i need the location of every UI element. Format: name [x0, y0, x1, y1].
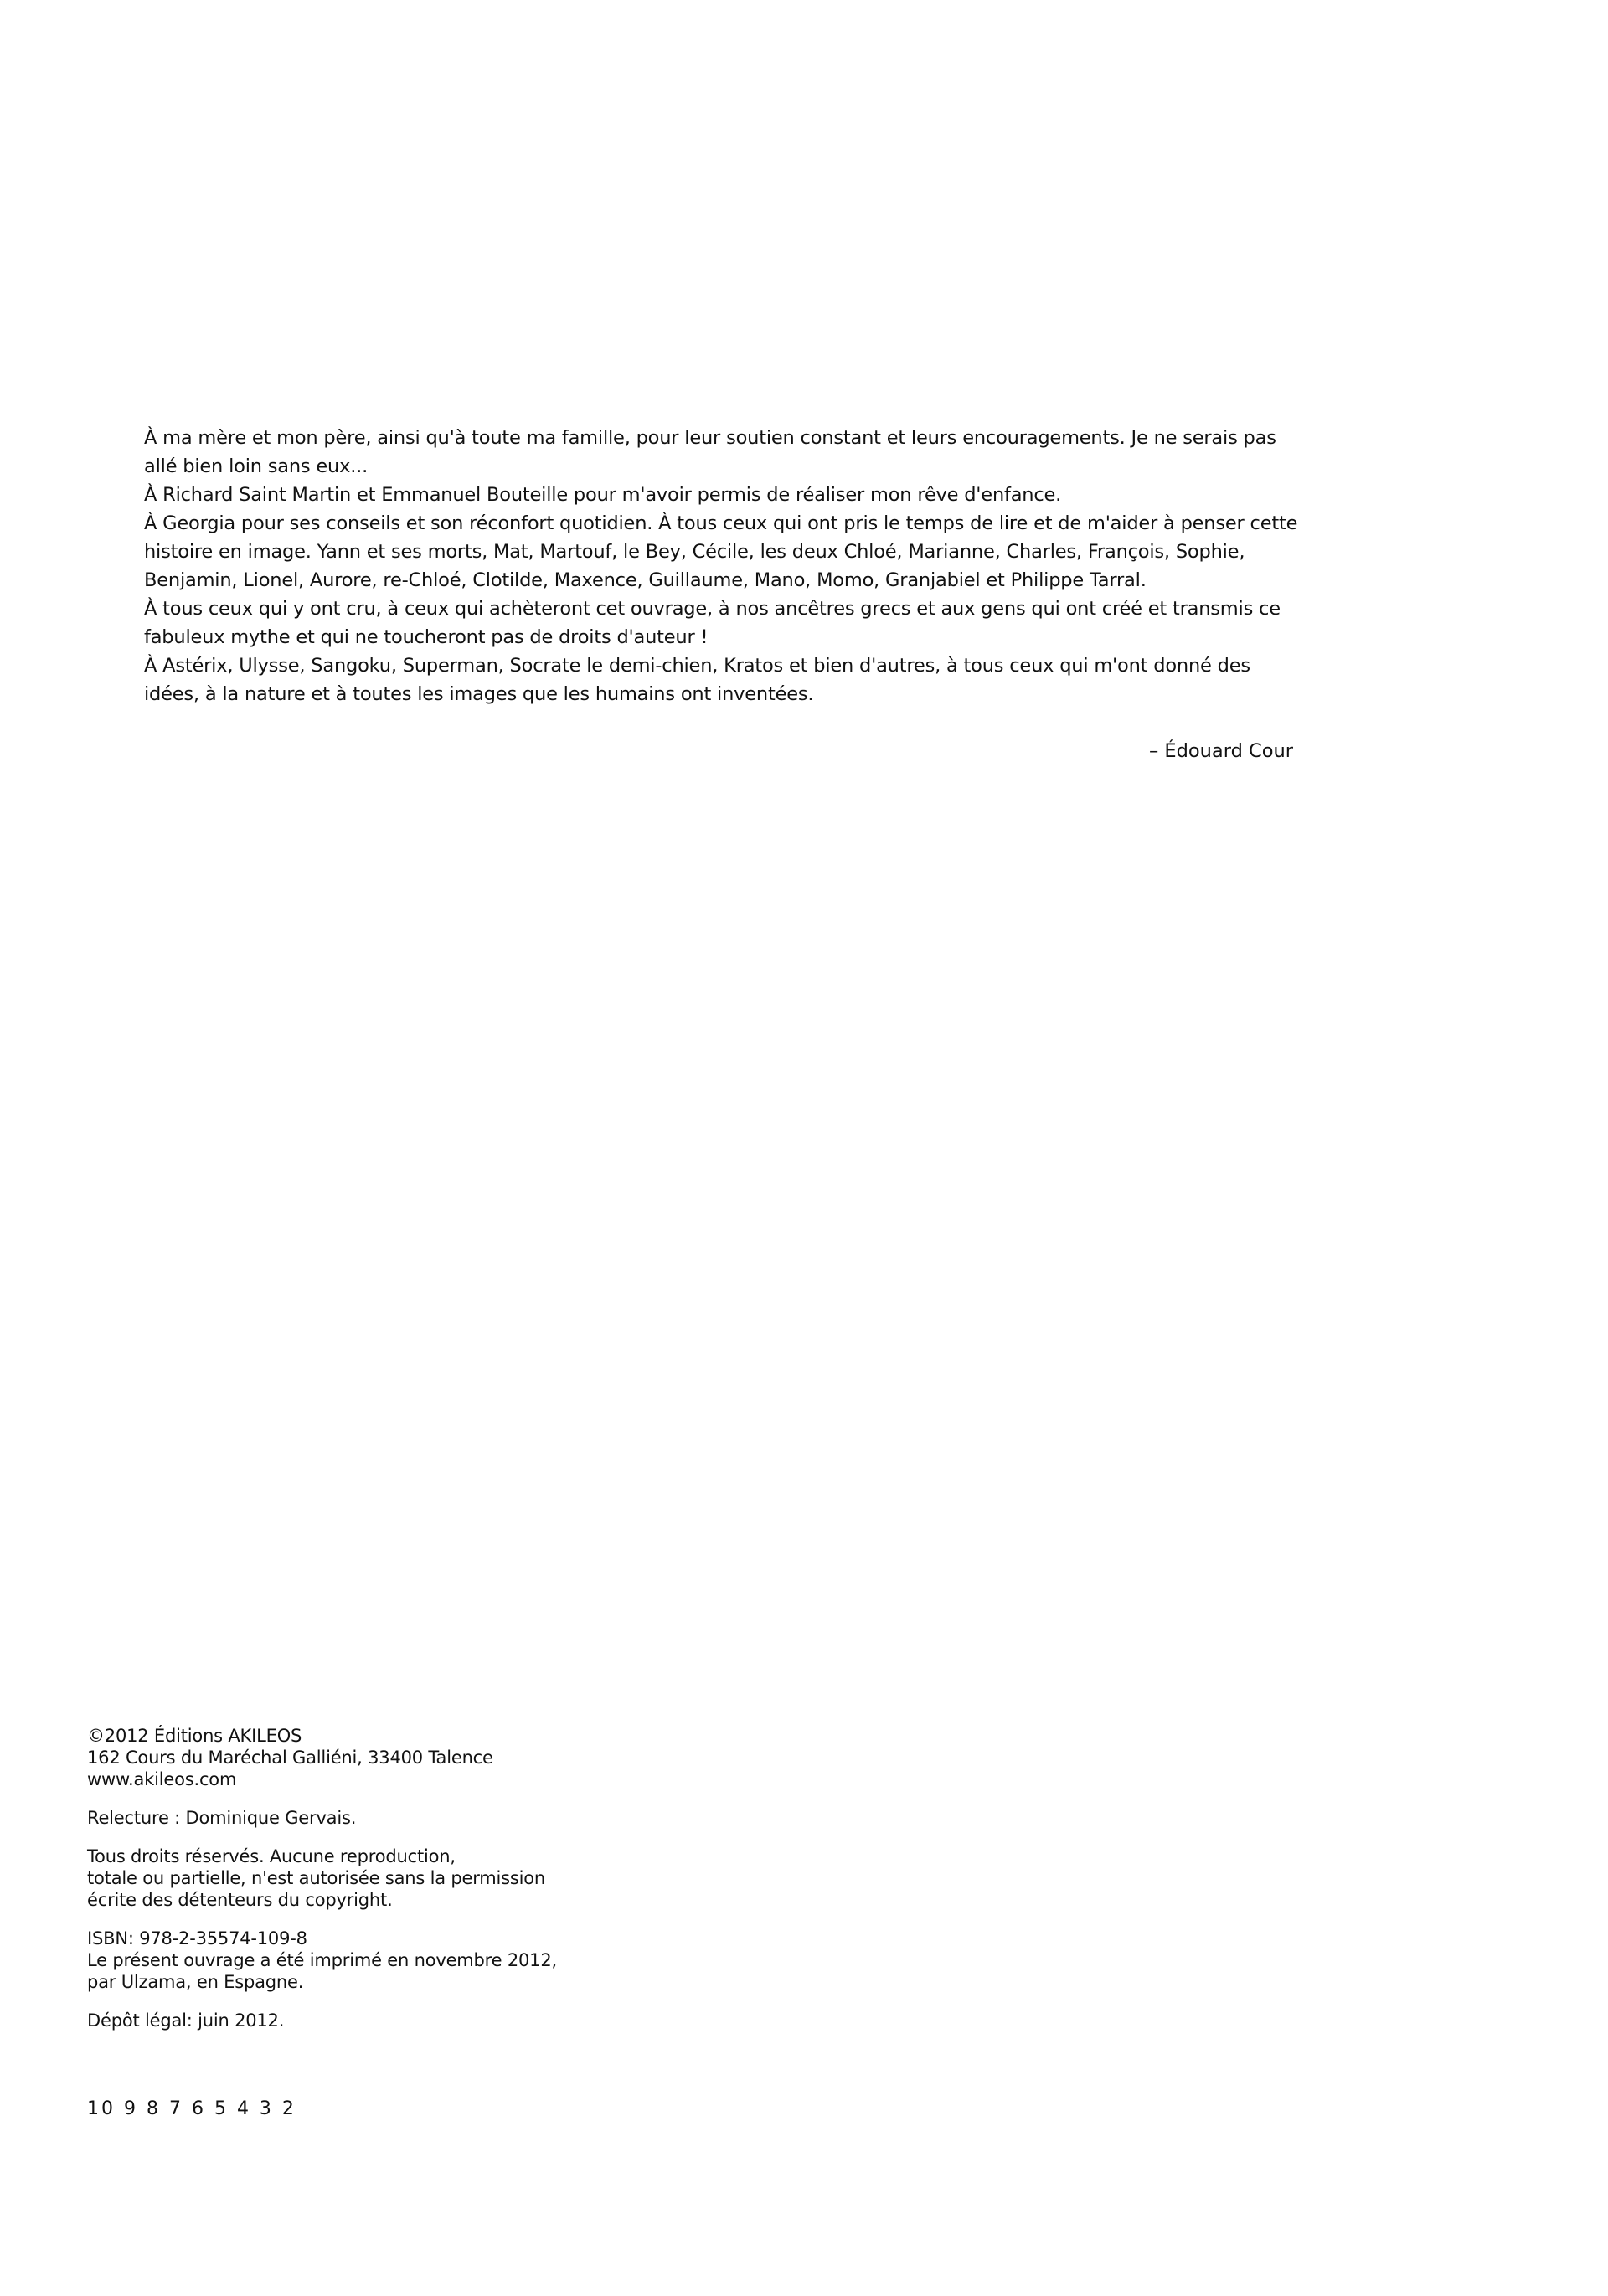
proofreading-credit: Relecture : Dominique Gervais. [87, 1808, 357, 1828]
rights-line: écrite des détenteurs du copyright. [87, 1890, 393, 1910]
dedication-paragraph-readers: À Georgia pour ses conseils et son réconfort quotidien. À tous ceux qui ont pris le temps de lire et de m'aider à penser cette histoire en image. Yann et ses morts, Mat, Martouf, le Bey, Cécile, les deux Chloé, Marianne, Charles, François, Sophie, Benjamin, Lionel, Aurore, re-Chloé, Clotilde, Maxence, Guillaume, Mano, Momo, Granjabiel et Philippe Tarral. [144, 512, 1298, 591]
isbn-line: ISBN: 978-2-35574-109-8 [87, 1928, 307, 1949]
publisher-address: 162 Cours du Maréchal Galliéni, 33400 Talence [87, 1748, 493, 1768]
dedication-paragraph-believers: À tous ceux qui y ont cru, à ceux qui achèteront cet ouvrage, à nos ancêtres grecs et aux gens qui ont créé et transmis ce fabuleux mythe et qui ne toucheront pas de droits d'auteur ! [144, 598, 1281, 648]
dedication [144, 424, 1300, 708]
proofreading-block [87, 1807, 606, 1829]
rights-line: Tous droits réservés. Aucune reproduction, [87, 1846, 456, 1866]
publisher-website: www.akileos.com [87, 1769, 237, 1789]
printer-key: 10 9 8 7 6 5 4 3 2 [87, 2098, 296, 2119]
legal-deposit-block [87, 2010, 606, 2031]
copyright-line: ©2012 Éditions AKILEOS [87, 1726, 302, 1746]
author-signature: – Édouard Cour [1149, 740, 1293, 762]
rights-block [87, 1846, 606, 1911]
rights-line: totale ou partielle, n'est autorisée sans la permission [87, 1868, 546, 1888]
printing-block [87, 1928, 606, 1993]
dedication-paragraph-publishers: À Richard Saint Martin et Emmanuel Bouteille pour m'avoir permis de réaliser mon rêve d'enfance. [144, 484, 1062, 506]
colophon [87, 1725, 606, 2048]
dedication-paragraph-family: À ma mère et mon père, ainsi qu'à toute ma famille, pour leur soutien constant et leurs encouragements. Je ne serais pas allé bien loin sans eux... [144, 427, 1276, 477]
printing-line: Le présent ouvrage a été imprimé en novembre 2012, [87, 1950, 557, 1970]
publisher-block [87, 1725, 606, 1790]
legal-deposit-line: Dépôt légal: juin 2012. [87, 2010, 285, 2031]
dedication-paragraph-inspirations: À Astérix, Ulysse, Sangoku, Superman, Socrate le demi-chien, Kratos et bien d'autres, à tous ceux qui m'ont donné des idées, à la nature et à toutes les images que les humains ont inventées. [144, 655, 1250, 705]
printing-line: par Ulzama, en Espagne. [87, 1972, 304, 1992]
